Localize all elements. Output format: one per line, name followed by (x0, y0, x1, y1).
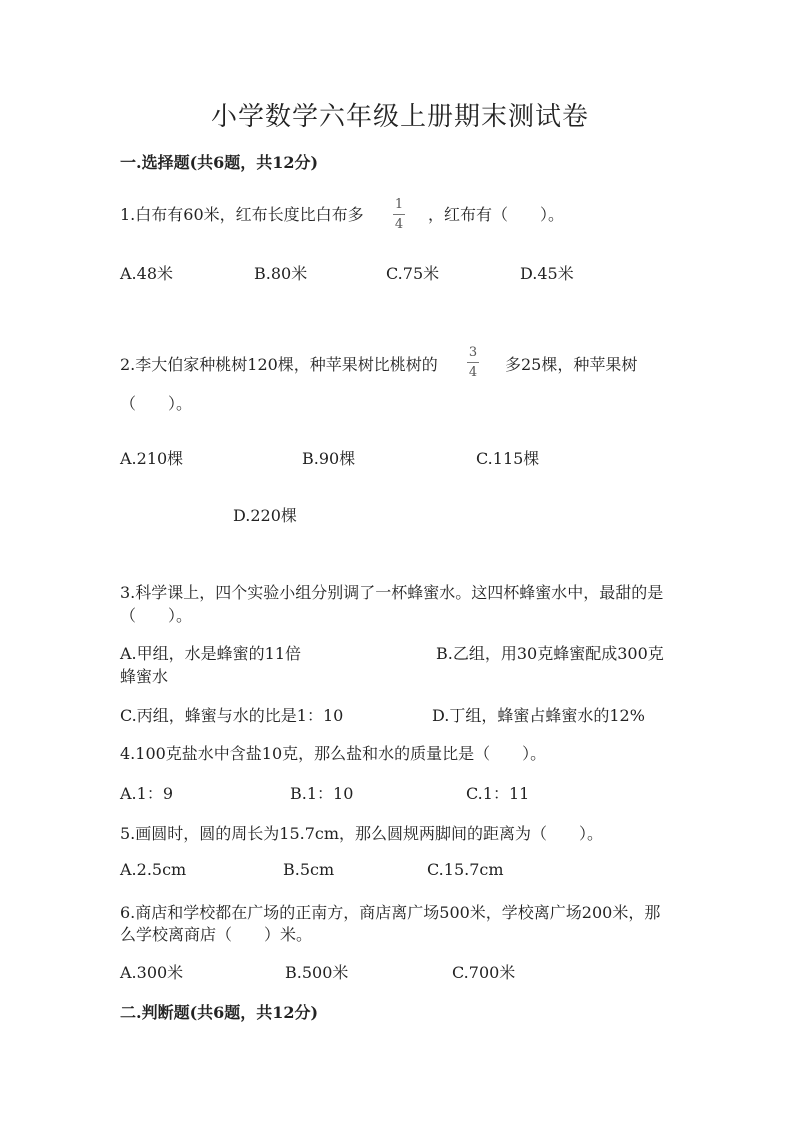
option-c: C.115棵 (476, 449, 540, 468)
option-c: C.75米 (386, 264, 440, 283)
question-1-text: 1.白布有60米，红布长度比白布多 (120, 205, 364, 224)
question-1-text-end: ，红布有（ ）。 (428, 205, 565, 224)
option-c: C.丙组，蜂蜜与水的比是1：10 (120, 706, 344, 725)
fraction-numerator: 3 (468, 345, 478, 360)
option-b: B.1：10 (290, 784, 354, 803)
option-c: C.700米 (452, 963, 516, 982)
question-3-line1: 3.科学课上，四个实验小组分别调了一杯蜂蜜水。这四杯蜂蜜水中，最甜的是 (120, 583, 664, 602)
question-4-text: 4.100克盐水中含盐10克，那么盐和水的质量比是（ ）。 (120, 744, 547, 763)
fraction-numerator: 1 (394, 197, 404, 212)
option-a: A.210棵 (120, 449, 184, 468)
fraction-bar (393, 214, 405, 215)
section-heading-judgement: 二.判断题(共6题，共12分) (120, 1003, 319, 1022)
question-5-text: 5.画圆时，圆的周长为15.7cm，那么圆规两脚间的距离为（ ）。 (120, 824, 604, 843)
fraction-denominator: 4 (468, 365, 478, 380)
question-6-line2: 么学校离商店（ ）米。 (120, 925, 313, 944)
fraction-3-4 (467, 346, 479, 379)
option-d: D.220棵 (233, 506, 297, 525)
fraction-1-4 (393, 198, 405, 231)
option-a: A.300米 (120, 963, 184, 982)
question-2-line2: （ ）。 (120, 394, 193, 413)
option-c: C.15.7cm (427, 860, 504, 879)
fraction-bar (467, 362, 479, 363)
question-6-line1: 6.商店和学校都在广场的正南方，商店离广场500米，学校离广场200米，那 (120, 903, 661, 922)
option-b: B.80米 (254, 264, 308, 283)
option-a: A.甲组，水是蜂蜜的11倍 (120, 644, 302, 663)
option-c: C.1：11 (466, 784, 530, 803)
option-d: D.丁组，蜂蜜占蜂蜜水的12% (432, 706, 645, 725)
option-a: A.1：9 (120, 784, 174, 803)
fraction-denominator: 4 (394, 217, 404, 232)
option-b: B.500米 (285, 963, 349, 982)
question-2-text-end: 多25棵，种苹果树 (505, 355, 638, 374)
option-b: B.5cm (283, 860, 335, 879)
option-a: A.48米 (120, 264, 174, 283)
question-3-line2: （ ）。 (120, 606, 193, 625)
page-title: 小学数学六年级上册期末测试卷 (210, 102, 589, 132)
section-heading-choice: 一.选择题(共6题，共12分) (120, 153, 319, 172)
question-2-text: 2.李大伯家种桃树120棵，种苹果树比桃树的 (120, 355, 438, 374)
option-b-continued: 蜂蜜水 (120, 667, 169, 686)
option-b: B.90棵 (302, 449, 356, 468)
option-d: D.45米 (520, 264, 574, 283)
option-b: B.乙组，用30克蜂蜜配成300克 (436, 644, 664, 663)
option-a: A.2.5cm (120, 860, 187, 879)
